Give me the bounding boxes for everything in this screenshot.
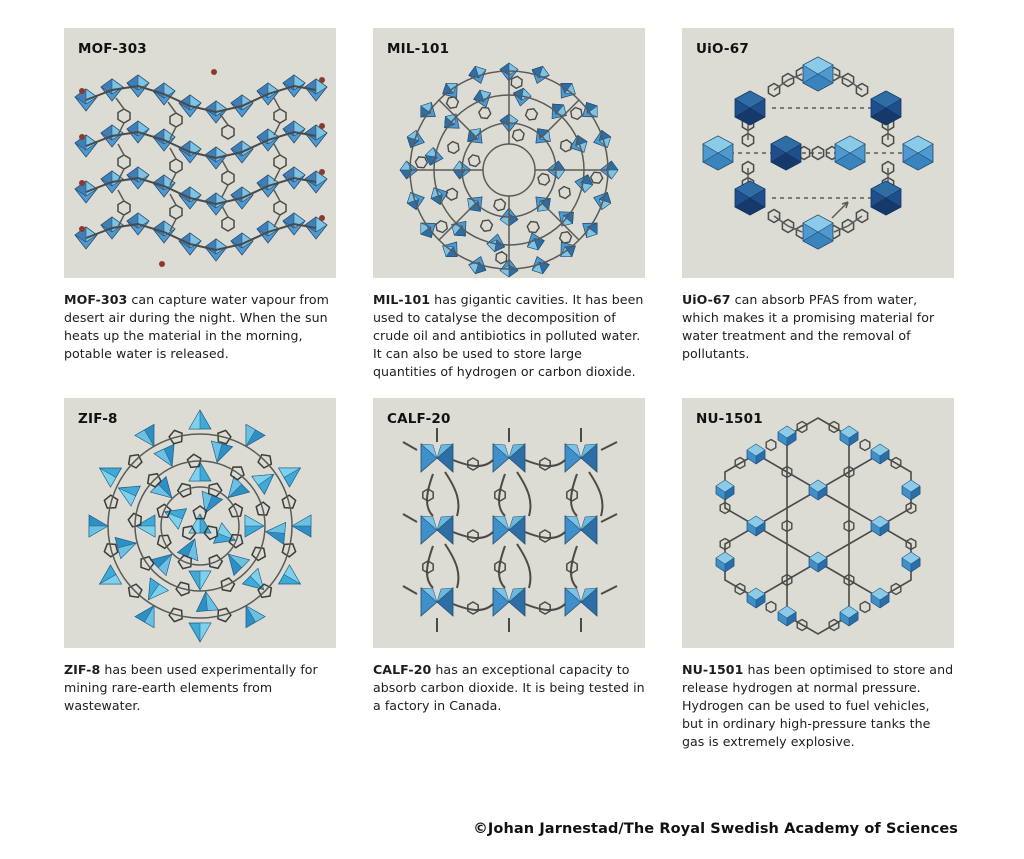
- caption-zif-8: [64, 661, 336, 715]
- mof-card-uio-67: [682, 28, 954, 380]
- panel-title-calf-20: CALF-20: [387, 411, 451, 428]
- figure-credit: ©Johan Jarnestad/The Royal Swedish Academy of Sciences: [473, 821, 958, 837]
- caption-text-nu-1501: has been optimised to store and release hydrogen at normal pressure. Hydrogen can be used to fuel vehicles, but in ordinary high-pressure tanks the gas is extremely explosive.: [682, 662, 954, 749]
- structure-panel-mof-303: [64, 28, 336, 278]
- caption-mil-101: [373, 291, 645, 380]
- panel-title-mil-101: MIL-101: [387, 41, 450, 57]
- structure-diagram-zif-8: [64, 398, 336, 648]
- mof-card-grid: [64, 28, 960, 751]
- panel-title-nu-1501: NU-1501: [696, 411, 763, 428]
- caption-text-uio-67: can absorb PFAS from water, which makes it a promising material for water treatment and the removal of pollutants.: [682, 292, 935, 361]
- caption-text-mil-101: has gigantic cavities. It has been used to catalyse the decomposition of crude oil and antibiotics in polluted water. It can also be used to store large quantities of hydrogen or carbon dioxide.: [373, 292, 644, 379]
- structure-panel-uio-67: [682, 28, 954, 278]
- caption-calf-20: [373, 661, 645, 715]
- caption-nu-1501: [682, 661, 954, 750]
- caption-bold-nu-1501: NU-1501: [682, 662, 744, 678]
- panel-title-mof-303: MOF-303: [78, 41, 147, 57]
- structure-panel-zif-8: [64, 398, 336, 648]
- mof-card-nu-1501: [682, 398, 954, 750]
- caption-text-zif-8: has been used experimentally for mining rare-earth elements from wastewater.: [64, 662, 318, 714]
- structure-diagram-mof-303: [64, 28, 336, 278]
- caption-text-calf-20: has an exceptional capacity to absorb carbon dioxide. It is being tested in a factory in Canada.: [373, 662, 645, 714]
- caption-bold-mof-303: MOF-303: [64, 292, 128, 307]
- structure-panel-mil-101: [373, 28, 645, 278]
- structure-panel-nu-1501: [682, 398, 954, 648]
- panel-title-uio-67: UiO-67: [696, 41, 749, 57]
- caption-text-mof-303: can capture water vapour from desert air during the night. When the sun heats up the material in the morning, potable water is released.: [64, 292, 329, 361]
- structure-diagram-mil-101: [373, 28, 645, 278]
- panel-title-zif-8: ZIF-8: [78, 411, 118, 428]
- mof-card-mof-303: [64, 28, 336, 380]
- mof-card-mil-101: [373, 28, 645, 380]
- caption-uio-67: [682, 291, 954, 363]
- caption-bold-zif-8: ZIF-8: [64, 662, 101, 678]
- structure-panel-calf-20: [373, 398, 645, 648]
- caption-bold-calf-20: CALF-20: [373, 662, 432, 678]
- caption-mof-303: [64, 291, 336, 363]
- caption-bold-mil-101: MIL-101: [373, 292, 431, 307]
- caption-bold-uio-67: UiO-67: [682, 292, 731, 307]
- mof-card-calf-20: [373, 398, 645, 750]
- structure-diagram-uio-67: [682, 28, 954, 278]
- mof-card-zif-8: [64, 398, 336, 750]
- structure-diagram-calf-20: [373, 398, 645, 648]
- structure-diagram-nu-1501: [682, 398, 954, 648]
